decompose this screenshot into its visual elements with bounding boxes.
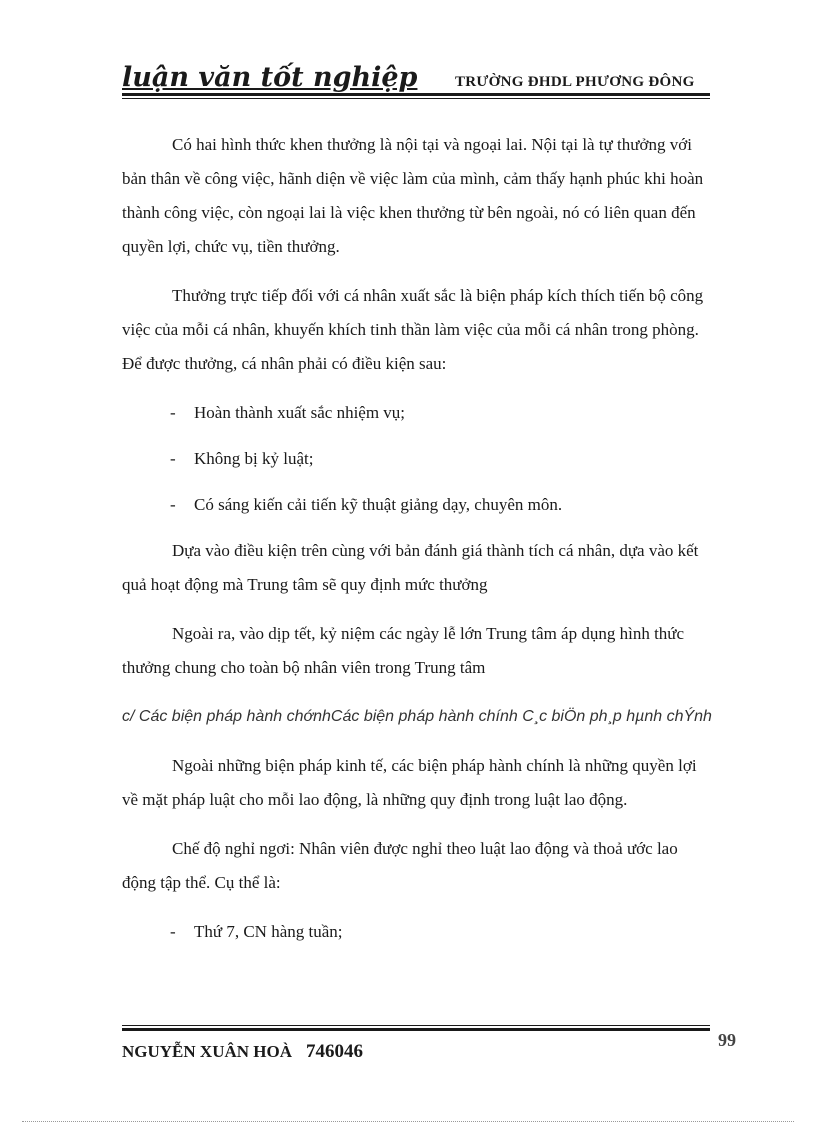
dash-bullet: -: [170, 403, 176, 422]
list-item-text: Hoàn thành xuất sắc nhiệm vụ;: [194, 403, 406, 422]
dash-bullet: -: [170, 495, 176, 514]
section-subheading: c/ Các biện pháp hành chớnhCác biện pháp hành chính C¸c biÖn ph¸p hµnh chÝnh: [122, 708, 712, 725]
paragraph-holiday-reward: Ngoài ra, vào dịp tết, kỷ niệm các ngày lễ lớn Trung tâm áp dụng hình thức thưởng chung cho toàn bộ nhân viên trong Trung tâm: [122, 624, 685, 677]
school-name: TRƯỜNG ĐHDL PHƯƠNG ĐÔNG: [455, 74, 695, 90]
page-body: [122, 128, 714, 961]
dash-bullet: -: [170, 922, 176, 941]
footer-author: [122, 1041, 363, 1063]
dash-bullet: -: [170, 449, 176, 468]
thesis-title: luận văn tốt nghiệp: [122, 62, 418, 93]
footer-rule-thin: [122, 1025, 710, 1026]
list-item-text: Có sáng kiến cải tiến kỹ thuật giảng dạy, chuyên môn.: [194, 495, 563, 514]
paragraph-reward-forms: Có hai hình thức khen thưởng là nội tại và ngoại lai. Nội tại là tự thưởng với bản thân về công việc, hãnh diện về việc làm của mình, cảm thấy hạnh phúc khi hoàn thành công việc, còn ngoại lai là việc khen thưởng từ bên ngoài, nó có liên quan đến quyền lợi, chức vụ, tiền thưởng.: [122, 135, 704, 256]
paragraph-reward-level: Dựa vào điều kiện trên cùng với bản đánh giá thành tích cá nhân, dựa vào kết quả hoạt động mà Trung tâm sẽ quy định mức thưởng: [122, 541, 699, 594]
header-rule-thin: [122, 98, 710, 99]
list-item: [122, 396, 714, 430]
list-item: [122, 488, 714, 522]
list-item: [122, 915, 714, 949]
author-name: NGUYỄN XUÂN HOÀ: [122, 1042, 292, 1061]
paragraph-direct-reward: Thưởng trực tiếp đối với cá nhân xuất sắc là biện pháp kích thích tiến bộ công việc của mỗi cá nhân, khuyến khích tinh thần làm việc của mỗi cá nhân trong phòng. Để được thưởng, cá nhân phải có điều kiện sau:: [122, 286, 704, 373]
student-code: 746046: [306, 1041, 363, 1062]
page-number: 99: [718, 1030, 736, 1050]
page-bottom-border: [22, 1121, 794, 1122]
list-item-text: Thứ 7, CN hàng tuần;: [194, 922, 343, 941]
header-rule-thick: [122, 93, 710, 96]
paragraph-rest-regime: Chế độ nghỉ ngơi: Nhân viên được nghỉ theo luật lao động và thoả ước lao động tập thể. Cụ thể là:: [122, 839, 678, 892]
paragraph-administrative-measures: Ngoài những biện pháp kinh tế, các biện pháp hành chính là những quyền lợi về mặt pháp luật cho mỗi lao động, là những quy định trong luật lao động.: [122, 756, 697, 809]
list-item: [122, 442, 714, 476]
list-item-text: Không bị kỷ luật;: [194, 449, 314, 468]
footer-rule-thick: [122, 1028, 710, 1031]
